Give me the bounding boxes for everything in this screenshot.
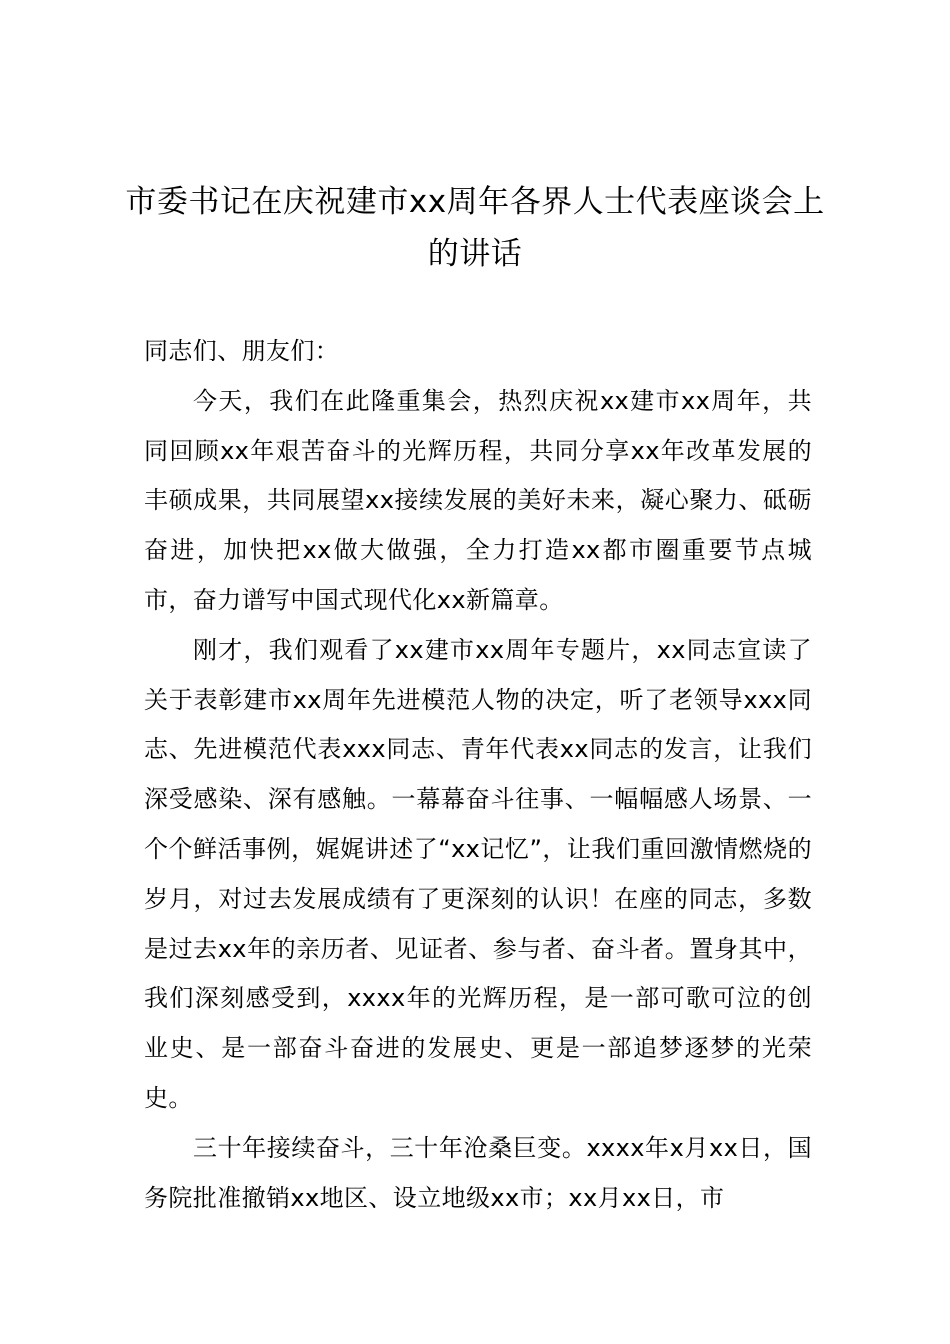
document-title: 市委书记在庆祝建市xx周年各界人士代表座谈会上的讲话 [125, 184, 825, 272]
paragraph-1: 今天，我们在此隆重集会，热烈庆祝xx建市xx周年，共同回顾xx年艰苦奋斗的光辉历程，共同分享xx年改革发展的丰硕成果，共同展望xx接续发展的美好未来，凝心聚力、砥砺奋进，加快把xx做大做强，全力打造xx都市圈重要节点城市，奋力谱写中国式现代化xx新篇章。 [144, 386, 812, 614]
paragraph-2: 刚才，我们观看了xx建市xx周年专题片，xx同志宣读了关于表彰建市xx周年先进模范人物的决定，听了老领导xxx同志、先进模范代表xxx同志、青年代表xx同志的发言，让我们深受感染、深有感触。一幕幕奋斗往事、一幅幅感人场景、一个个鲜活事例，娓娓讲述了“xx记忆”，让我们重回激情燃烧的岁月，对过去发展成绩有了更深刻的认识！在座的同志，多数是过去xx年的亲历者、见证者、参与者、奋斗者。置身其中，我们深刻感受到，xxxx年的光辉历程，是一部可歌可泣的创业史、是一部奋斗奋进的发展史、更是一部追梦逐梦的光荣史。 [144, 635, 812, 1112]
document-body [144, 327, 812, 1223]
paragraph-3: 三十年接续奋斗，三十年沧桑巨变。xxxx年x月xx日，国务院批准撤销xx地区、设立地级xx市；xx月xx日，市 [144, 1133, 812, 1212]
salutation: 同志们、朋友们： [144, 337, 340, 365]
